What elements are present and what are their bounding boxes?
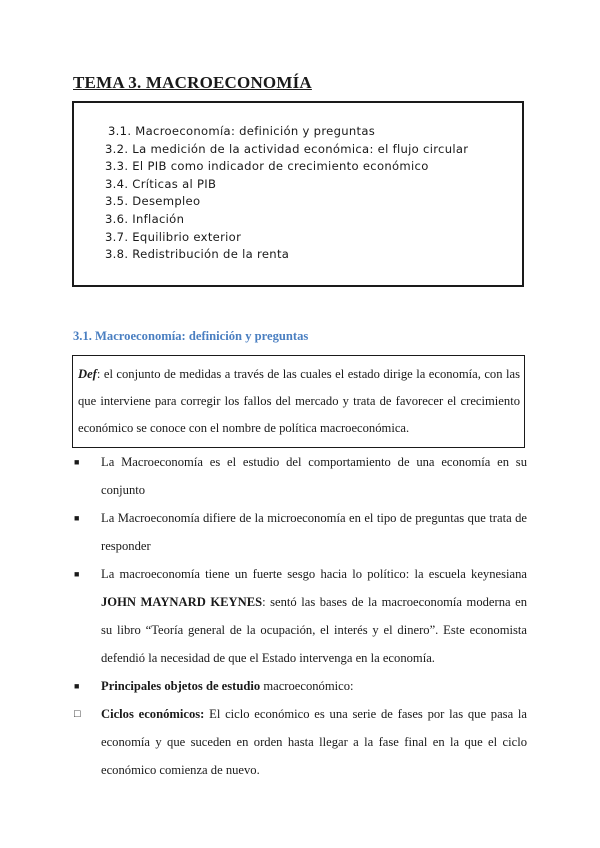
bullet-bold-text: Ciclos económicos:: [101, 707, 205, 721]
toc-item: 3.1. Macroeconomía: definición y preguntas: [108, 124, 376, 138]
bullet-text: La Macroeconomía difiere de la microeconomía en el tipo de preguntas que trata de responder: [101, 511, 527, 553]
bullet-item: [72, 448, 527, 504]
toc-list: [105, 123, 468, 264]
square-bullet-icon: ■: [74, 569, 80, 579]
toc-item: 3.5. Desempleo: [105, 194, 201, 209]
toc-item: 3.7. Equilibrio exterior: [105, 229, 242, 244]
bullet-text: La Macroeconomía es el estudio del comportamiento de una economía en su conjunto: [101, 455, 527, 497]
square-bullet-icon: ■: [74, 457, 80, 467]
toc-item: 3.4. Críticas al PIB: [105, 176, 217, 191]
bullet-text: La macroeconomía tiene un fuerte sesgo hacia lo político: la escuela keynesiana: [101, 567, 527, 581]
bullet-text: El ciclo económico es una serie de fases por las que pasa la economía y que suceden en orden hasta llegar a la fase final en la que el ciclo económico comienza de nuevo.: [101, 707, 527, 777]
bullet-bold-text: Principales objetos de estudio: [101, 679, 261, 693]
table-of-contents-box: [72, 101, 524, 287]
bullet-item: [72, 504, 527, 560]
section-heading: 3.1. Macroeconomía: definición y preguntas: [73, 329, 309, 343]
definition-box: [72, 355, 525, 448]
toc-item: 3.8. Redistribución de la renta: [105, 247, 290, 262]
bullet-text: macroeconómico:: [260, 679, 354, 693]
page-title: TEMA 3. MACROECONOMÍA: [73, 73, 312, 92]
toc-item: 3.2. La medición de la actividad económica: el flujo circular: [105, 141, 469, 156]
bullet-bold-text: JOHN MAYNARD KEYNES: [101, 595, 263, 609]
toc-item: 3.3. El PIB como indicador de crecimiento económico: [105, 159, 429, 174]
bullet-text: : sentó las bases de la macroeconomía moderna en su libro “Teoría general de la ocupación, el interés y el dinero”. Este economista defendió la necesidad de que el Estado intervenga en la economía.: [101, 595, 527, 665]
bullet-item: [72, 700, 527, 784]
toc-item: 3.6. Inflación: [105, 211, 185, 226]
hollow-square-bullet-icon: □: [74, 708, 81, 720]
definition-label: Def: [78, 367, 97, 381]
definition-text: : el conjunto de medidas a través de las cuales el estado dirige la economía, con las que interviene para corregir los fallos del mercado y trata de favorecer el crecimiento económico se conoce con el nombre de política macroeconómica.: [78, 367, 520, 435]
bullet-list: [72, 448, 527, 784]
bullet-item: [72, 560, 527, 672]
bullet-item: [72, 672, 527, 700]
square-bullet-icon: ■: [74, 681, 80, 691]
square-bullet-icon: ■: [74, 513, 80, 523]
